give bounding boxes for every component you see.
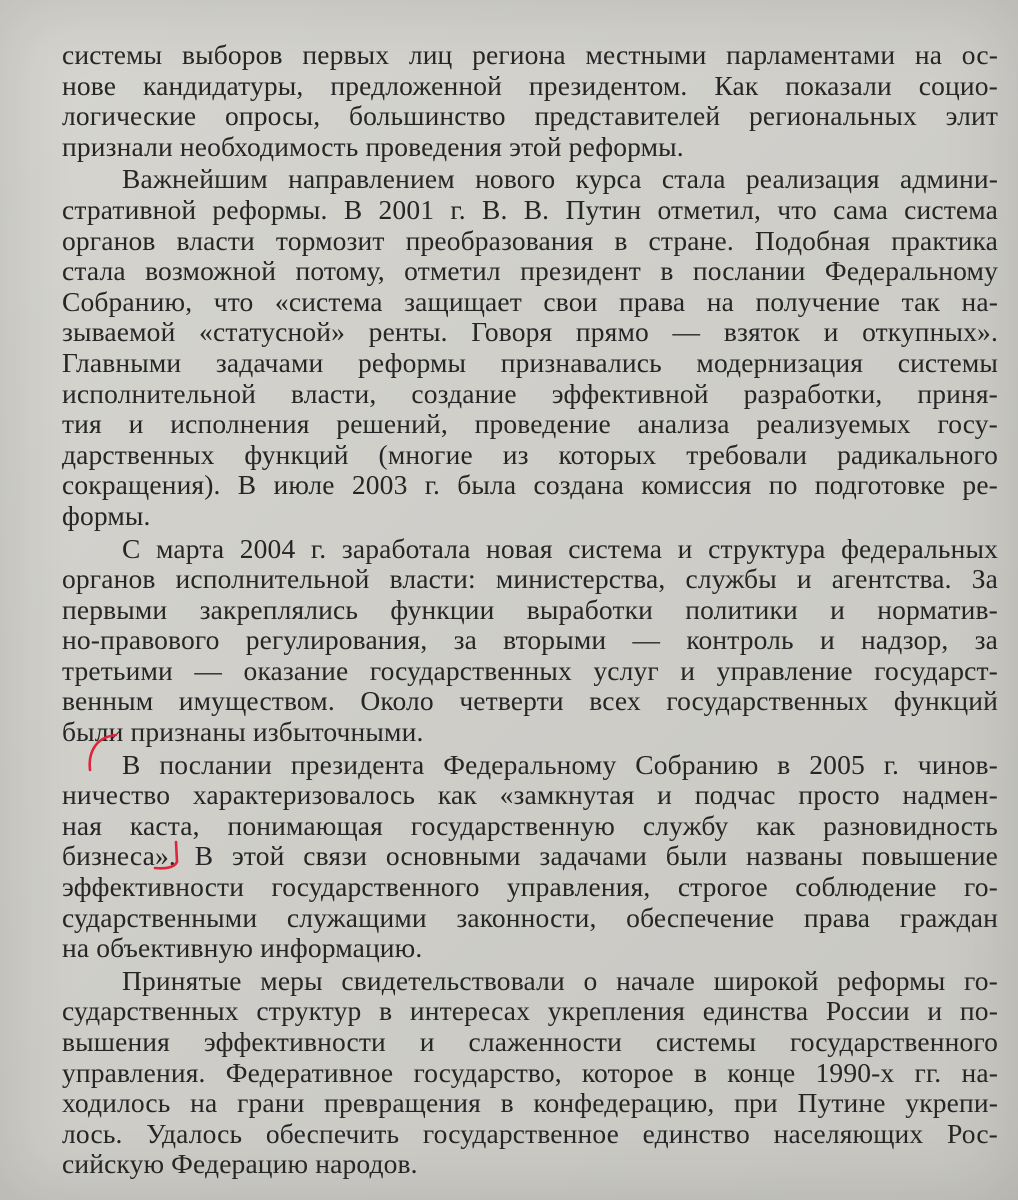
text-line: Принятые меры свидетельствовали о начале широкой реформы го- <box>122 964 998 996</box>
text-line: стративной реформы. В 2001 г. В. В. Путин отметил, что сама система <box>62 193 998 225</box>
text-line: на объективную информацию. <box>62 932 423 964</box>
text-line: органов исполнительной власти: министерства, службы и агентства. За <box>62 563 998 595</box>
text-line: эффективности государственного управления, строгое соблюдение го- <box>62 871 998 903</box>
text-line: лось. Удалось обеспечить государственное единство населяющих Рос- <box>62 1117 998 1149</box>
text-line: ная каста, понимающая государственную службу как разновидность <box>62 809 998 841</box>
text-line: но-правового регулирования, за вторыми — контроль и надзор, за <box>62 624 998 656</box>
text-line: Собранию, что «система защищает свои права на получение так на- <box>62 285 998 317</box>
page-text <box>62 40 998 1180</box>
text-line: бизнеса». В этой связи основными задачами были названы повышение <box>62 840 998 872</box>
text-line: зываемой «статусной» ренты. Говоря прямо — взяток и откупных». <box>62 316 998 348</box>
text-line: третьими — оказание государственных услуг и управление государст- <box>62 654 998 686</box>
text-line: С марта 2004 г. заработала новая система и структура федеральных <box>122 532 998 564</box>
text-line: тия и исполнения решений, проведение анализа реализуемых госу- <box>62 408 998 440</box>
text-line: признали необходимость проведения этой реформы. <box>62 130 684 162</box>
paragraph <box>62 750 998 964</box>
paragraph <box>62 966 998 1180</box>
text-line: первыми закреплялись функции выработки политики и норматив- <box>62 593 998 625</box>
text-line: вышения эффективности и слаженности системы государственного <box>62 1026 998 1057</box>
text-line: органов власти тормозит преобразования в стране. Подобная практика <box>62 224 998 256</box>
text-line: стала возможной потому, отметил президент в послании Федеральному <box>62 255 998 287</box>
text-line: дарственных функций (многие из которых требовали радикального <box>62 438 998 470</box>
text-line: системы выборов первых лиц региона местными парламентами на ос- <box>62 39 998 70</box>
text-line: формы. <box>62 499 151 531</box>
text-line: логические опросы, большинство представителей региональных элит <box>62 100 998 132</box>
text-line: ничество характеризовалось как «замкнутая и подчас просто надмен- <box>62 779 998 811</box>
text-line: ходилось на грани превращения в конфедерацию, при Путине укрепи- <box>62 1087 998 1119</box>
text-line: сударственными служащими законности, обеспечение права граждан <box>62 901 998 933</box>
text-line: нове кандидатуры, предложенной президентом. Как показали социо- <box>62 69 998 101</box>
text-line: исполнительной власти, создание эффективной разработки, приня- <box>62 377 998 409</box>
text-line: были признаны избыточными. <box>62 716 424 748</box>
text-line: сокращения). В июле 2003 г. была создана комиссия по подготовке ре- <box>62 469 998 501</box>
paragraph <box>62 164 998 531</box>
text-line: управления. Федеративное государство, которое в конце 1990-х гг. на- <box>62 1056 998 1088</box>
text-line: сударственных структур в интересах укрепления единства России и по- <box>62 995 998 1027</box>
text-line: венным имуществом. Около четверти всех государственных функций <box>62 685 998 717</box>
text-line: В послании президента Федеральному Собранию в 2005 г. чинов- <box>122 748 998 780</box>
text-line: Главными задачами реформы признавались модернизация системы <box>62 346 998 378</box>
paragraph <box>62 534 998 748</box>
text-line: сийскую Федерацию народов. <box>62 1148 418 1180</box>
text-line: Важнейшим направлением нового курса стала реализация админи- <box>122 163 998 195</box>
paragraph <box>62 40 998 162</box>
